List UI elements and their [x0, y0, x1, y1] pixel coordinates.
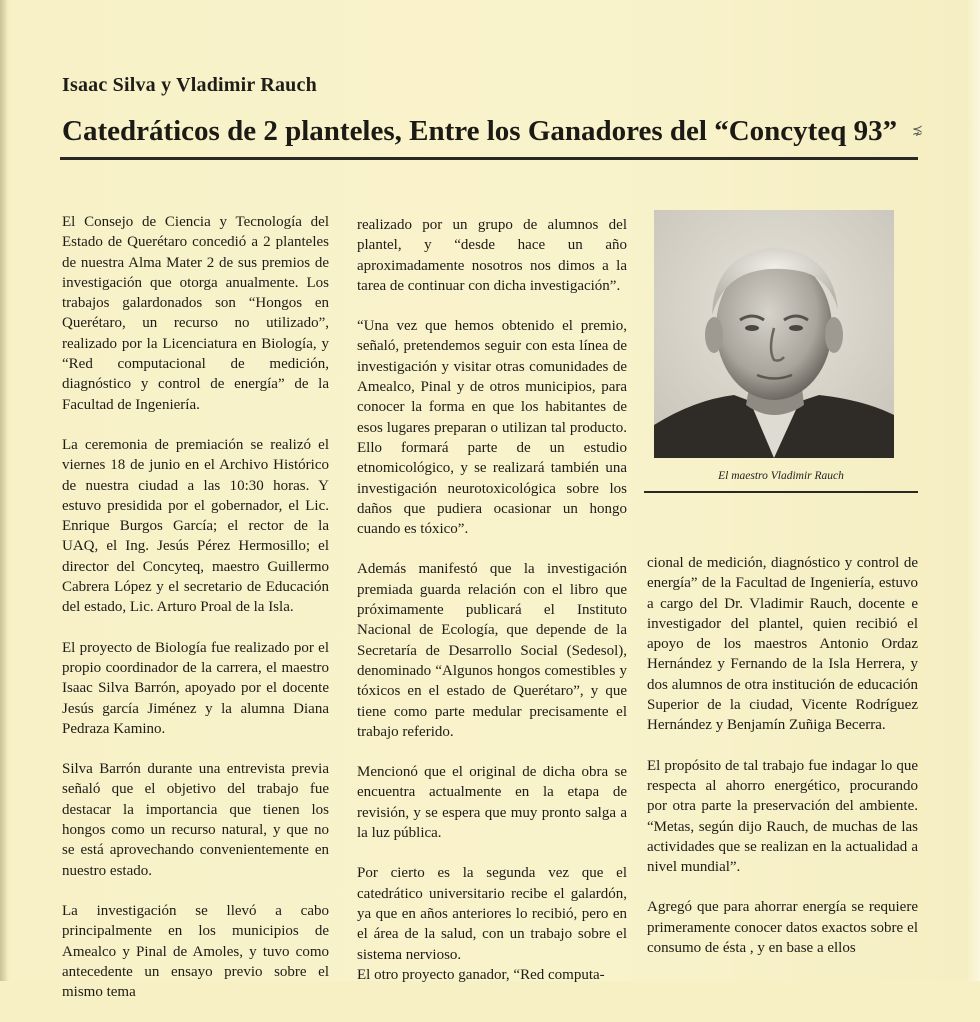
article-byline: Isaac Silva y Vladimir Rauch [62, 74, 317, 96]
paper-edge [966, 0, 980, 981]
paragraph: La ceremonia de premiación se realizó el viernes 18 de junio en el Archivo Histórico de nuestra ciudad a las 10:30 horas. Y estuvo presidida por el gobernador, el Lic. Enrique Burgos García; el rector de la UAQ, el Ing. Jesús Pérez Hermosillo; el director del Concyteq, maestro Guillermo Cabrera López y el secretario de Educación del estado, Lic. Arturo Proal de la Isla. [62, 436, 329, 616]
paragraph: realizado por un grupo de alumnos del plantel, y “desde hace un año aproximadamente nosotros nos dimos a la tarea de continuar con dicha investigación”. [357, 217, 627, 294]
paragraph: Por cierto es la segunda vez que el catedrático universitario recibe el galardón, ya que en años anteriores lo recibió, pero en el área de la salud, con un trabajo sobre el sistema nervioso. [357, 865, 627, 963]
caption-rule [644, 491, 918, 493]
portrait-photo [654, 210, 894, 458]
paragraph: El Consejo de Ciencia y Tecnología del Estado de Querétaro concedió a 2 planteles de nuestra Alma Mater 2 de sus premios de investigación que otorga anualmente. Los trabajos galardonados son “Hongos en Querétaro, un recurso no utilizado”, realizado por la Licenciatura en Biología, y “Red computacional de medición, diagnóstico y control de energía” de la Facultad de Ingeniería. [62, 214, 329, 413]
paragraph: cional de medición, diagnóstico y control de energía” de la Facultad de Ingeniería, estuvo a cargo del Dr. Vladimir Rauch, docente e investigador del plantel, quien recibió el apoyo de los maestros Antonio Ordaz Hernández y Fernando de la Isla Herrera, y dos alumnos de otra institución de educación Superior de la ciudad, Vicente Rodríguez Hernández y Benjamín Zuñiga Becerra. [647, 555, 918, 734]
paragraph: El otro proyecto ganador, “Red computa- [357, 966, 605, 983]
scan-mark-icon: ⋨ [912, 122, 923, 137]
fold-shadow [0, 0, 8, 981]
article-column-2 [357, 215, 627, 1005]
article-column-1 [62, 212, 329, 1022]
paragraph: Silva Barrón durante una entrevista previa señaló que el objetivo del trabajo fue destacar la importancia que tienen los hongos como un recurso natural, y que no se está aprovechando convenientemente en nuestro estado. [62, 761, 329, 879]
paragraph: Mencionó que el original de dicha obra se encuentra actualmente en la etapa de revisión, y se espera que muy pronto salga a la luz pública. [357, 764, 627, 842]
paragraph: La investigación se llevó a cabo principalmente en los municipios de Amealco y Pinal de Amoles, y tuvo como antecedente un ensayo previo sobre el mismo tema [62, 902, 329, 1001]
article-column-3 [647, 553, 918, 978]
headline-rule [60, 157, 918, 160]
paragraph: El propósito de tal trabajo fue indagar lo que respecta al ahorro energético, procurando por otra parte la preservación del ambiente. “Metas, según dijo Rauch, de muchas de las actividades que se realizan en la actualidad a nivel mundial”. [647, 757, 918, 876]
paragraph: Además manifestó que la investigación premiada guarda relación con el libro que próximamente publicará el Instituto Nacional de Ecología, que depende de la Secretaría de Desarrollo Social (Sedesol), denominado “Algunos hongos comestibles y tóxicos en el estado de Querétaro”, y que tiene como parte medular precisamente el trabajo referido. [357, 561, 627, 740]
paragraph: El proyecto de Biología fue realizado por el propio coordinador de la carrera, el maestro Isaac Silva Barrón, apoyado por el docente Jesús garcía Jiménez y la alumna Diana Pedraza Kamino. [62, 639, 329, 737]
portrait-image [654, 210, 894, 458]
article-headline: Catedráticos de 2 planteles, Entre los Ganadores del “Concyteq 93” [62, 115, 898, 147]
paragraph: Agregó que para ahorrar energía se requiere primeramente conocer datos exactos sobre el consumo de ésta , y en base a ellos [647, 899, 918, 957]
photo-caption: El maestro Vladimir Rauch [718, 470, 844, 482]
paragraph: “Una vez que hemos obtenido el premio, señaló, pretendemos seguir con esta línea de investigación y visitar otras comunidades de Amealco, Pinal y de otros municipios, para conocer la forma en que los habitantes de esos lugares preparan o utilizan tal producto. Ello formará parte de un estudio etnomicológico, y se realizará también una investigación neurotoxicológica sobre los daños que pudiera ocasionar un hongo cuando es tóxico”. [357, 318, 627, 538]
